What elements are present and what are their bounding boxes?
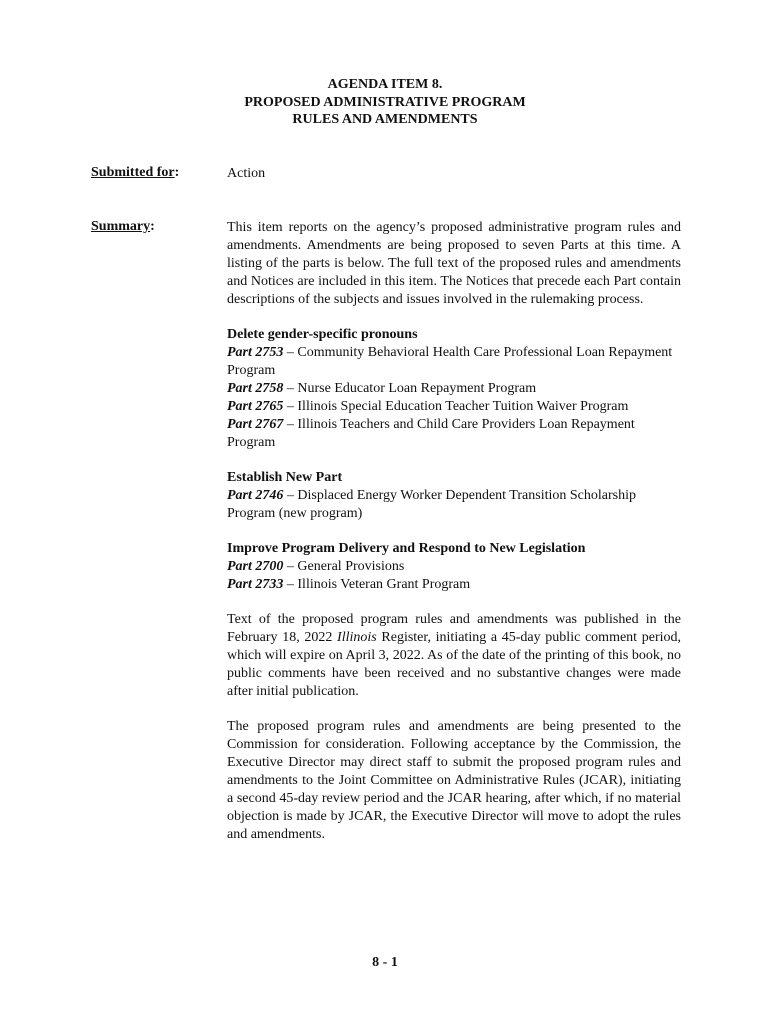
part-description: – Illinois Special Education Teacher Tuition Waiver Program bbox=[283, 399, 629, 414]
summary-label bbox=[91, 219, 155, 235]
part-description: – Illinois Veteran Grant Program bbox=[283, 577, 471, 592]
summary-text: Summary bbox=[91, 219, 151, 234]
publication-italic: Illinois bbox=[337, 630, 377, 645]
summary-intro: This item reports on the agency’s proposed administrative program rules and amendments. Amendments are being proposed to seven Parts at this time. A listing of the parts is below. The full text of the proposed rules and amendments and Notices are included in this item. The Notices that precede each Part contain descriptions of the subjects and issues involved in the rulemaking process. bbox=[227, 220, 681, 307]
title-line-3: RULES AND AMENDMENTS bbox=[292, 112, 478, 127]
part-item bbox=[227, 558, 681, 576]
summary-body bbox=[227, 219, 681, 844]
group-gender-pronouns bbox=[227, 326, 681, 452]
publication-paragraph bbox=[227, 611, 681, 701]
part-item bbox=[227, 344, 681, 380]
group-program-delivery bbox=[227, 540, 681, 594]
part-item bbox=[227, 416, 681, 452]
part-description: – Illinois Teachers and Child Care Providers Loan Repayment Program bbox=[227, 417, 635, 450]
part-item bbox=[227, 487, 681, 523]
part-description: – Displaced Energy Worker Dependent Transition Scholarship Program (new program) bbox=[227, 488, 636, 521]
submitted-for-text: Submitted for bbox=[91, 165, 175, 180]
part-item bbox=[227, 398, 681, 416]
submitted-for-label bbox=[91, 165, 179, 181]
agenda-title bbox=[0, 76, 770, 129]
part-number: Part 2753 bbox=[227, 345, 284, 360]
title-line-1: AGENDA ITEM 8. bbox=[327, 77, 443, 92]
group-heading: Improve Program Delivery and Respond to New Legislation bbox=[227, 541, 586, 556]
group-new-part bbox=[227, 469, 681, 523]
part-number: Part 2733 bbox=[227, 577, 284, 592]
part-description: – General Provisions bbox=[283, 559, 405, 574]
part-item bbox=[227, 380, 681, 398]
part-number: Part 2758 bbox=[227, 381, 284, 396]
submitted-for-colon: : bbox=[174, 165, 180, 180]
page-number: 8 - 1 bbox=[372, 955, 398, 970]
part-item bbox=[227, 576, 681, 594]
submitted-for-value: Action bbox=[227, 166, 266, 181]
title-line-2: PROPOSED ADMINISTRATIVE PROGRAM bbox=[244, 94, 526, 110]
part-description: – Nurse Educator Loan Repayment Program bbox=[283, 381, 537, 396]
part-number: Part 2700 bbox=[227, 559, 284, 574]
part-description: – Community Behavioral Health Care Professional Loan Repayment Program bbox=[227, 345, 673, 378]
part-number: Part 2765 bbox=[227, 399, 284, 414]
group-heading: Delete gender-specific pronouns bbox=[227, 327, 418, 342]
summary-colon: : bbox=[150, 219, 155, 234]
presentation-paragraph: The proposed program rules and amendments are being presented to the Commission for consideration. Following acceptance by the Commission, the Executive Director may direct staff to submit the proposed program rules and amendments to the Joint Committee on Administrative Rules (JCAR), initiating a second 45-day review period and the JCAR hearing, after which, if no material objection is made by JCAR, the Executive Director will move to adopt the rules and amendments. bbox=[227, 719, 681, 842]
publication-text-before: Text of the proposed program rules and amendments was published in the February 18, 2022 bbox=[227, 612, 681, 645]
part-number: Part 2746 bbox=[227, 488, 284, 503]
group-heading: Establish New Part bbox=[227, 470, 343, 485]
part-number: Part 2767 bbox=[227, 417, 284, 432]
publication-text-after: Register, initiating a 45-day public comment period, which will expire on April 3, 2022. As of the date of the printing of this book, no public comments have been received and no substantive changes were made after initial publication. bbox=[227, 630, 681, 699]
